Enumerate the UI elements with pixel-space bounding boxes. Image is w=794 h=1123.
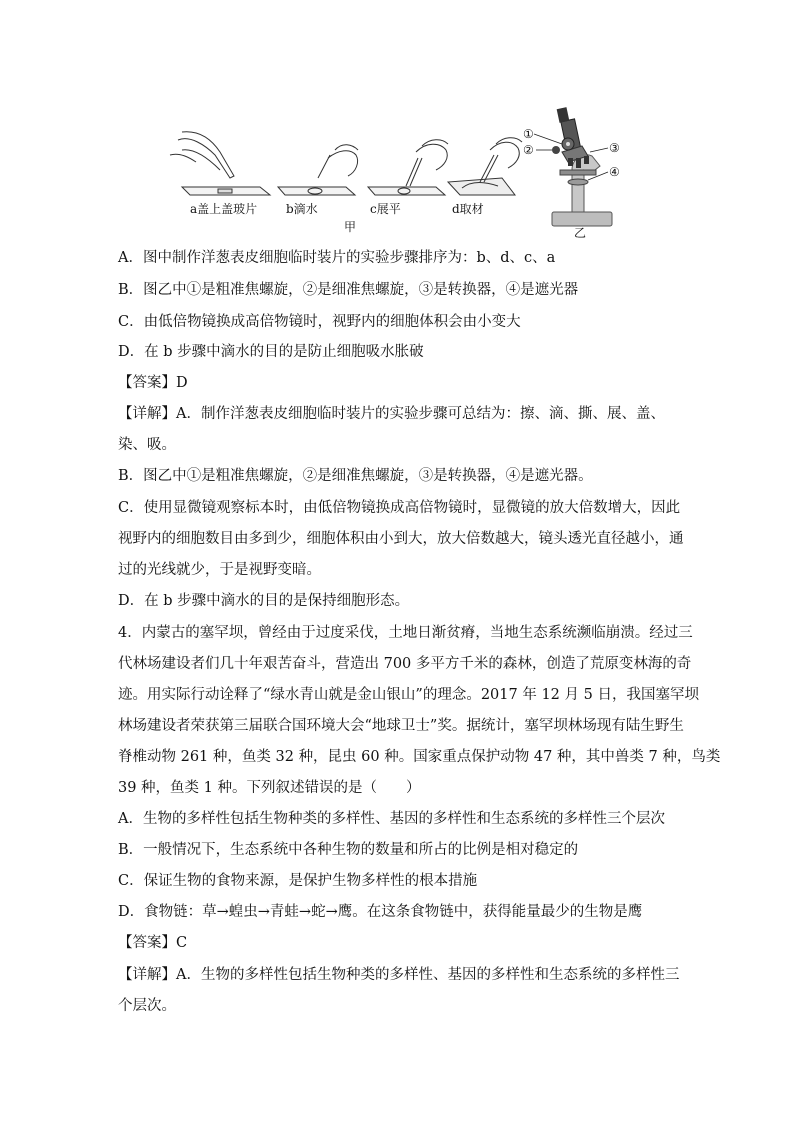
group-label-jia: 甲 — [344, 220, 357, 234]
q4-detail-line: 【详解】A．生物的多样性包括生物种类的多样性、基因的多样性和生态系统的多样性三 — [118, 967, 680, 983]
q3-answer: 【答案】D — [118, 375, 188, 391]
step-d-illustration — [448, 138, 522, 195]
step-c-illustration — [368, 140, 448, 195]
q4-option-a: A．生物的多样性包括生物种类的多样性、基因的多样性和生态系统的多样性三个层次 — [118, 811, 665, 827]
mark-3: ③ — [609, 141, 620, 155]
q3-option-d: D．在 b 步骤中滴水的目的是防止细胞吸水胀破 — [118, 344, 424, 360]
q4-option-b: B．一般情况下，生态系统中各种生物的数量和所占的比例是相对稳定的 — [118, 842, 579, 858]
step-b-illustration — [278, 145, 358, 195]
microscope-illustration — [534, 107, 612, 226]
step-a-label: a盖上盖玻片 — [190, 202, 258, 216]
mark-1: ① — [523, 127, 534, 141]
q4-stem-line: 迹。用实际行动诠释了“绿水青山就是金山银山”的理念。2017 年 12 月 5 日，我国塞罕坝 — [118, 687, 699, 703]
q3-detail-line: C．使用显微镜观察标本时，由低倍物镜换成高倍物镜时，显微镜的放大倍数增大，因此 — [118, 500, 681, 516]
q3-detail-line: 过的光线就少，于是视野变暗。 — [118, 562, 321, 578]
q3-option-b: B．图乙中①是粗准焦螺旋，②是细准焦螺旋，③是转换器，④是遮光器 — [118, 282, 579, 298]
step-a-illustration — [170, 132, 270, 195]
mark-4: ④ — [609, 165, 620, 179]
q4-answer: 【答案】C — [118, 935, 188, 951]
q4-stem-line: 代林场建设者们几十年艰苦奋斗，营造出 700 多平方千米的森林，创造了荒原变林海的奇 — [118, 656, 692, 672]
q4-option-d: D．食物链：草→蝗虫→青蛙→蛇→鹰。在这条食物链中，获得能量最少的生物是鹰 — [118, 904, 643, 920]
mark-2: ② — [523, 143, 534, 157]
step-b-label: b滴水 — [286, 202, 318, 216]
q4-stem-line: 林场建设者荣获第三届联合国环境大会“地球卫士”奖。据统计，塞罕坝林场现有陆生野生 — [118, 718, 684, 734]
q4-stem-line: 39 种，鱼类 1 种。下列叙述错误的是（ ） — [118, 780, 421, 796]
step-c-label: c展平 — [370, 202, 401, 216]
q3-detail-line: 视野内的细胞数目由多到少，细胞体积由小到大，放大倍数越大，镜头透光直径越小，通 — [118, 531, 684, 547]
q4-stem-line: 4．内蒙古的塞罕坝，曾经由于过度采伐，土地日渐贫瘠，当地生态系统濒临崩溃。经过三 — [118, 625, 693, 641]
q3-detail-line: 染、吸。 — [118, 437, 176, 453]
q4-detail-line: 个层次。 — [118, 998, 176, 1014]
step-d-label: d取材 — [452, 202, 484, 216]
q4-option-c: C．保证生物的食物来源，是保护生物多样性的根本措施 — [118, 873, 478, 889]
q3-detail-line: 【详解】A．制作洋葱表皮细胞临时装片的实验步骤可总结为：擦、滴、撕、展、盖、 — [118, 406, 665, 422]
q3-detail-line: B．图乙中①是粗准焦螺旋，②是细准焦螺旋，③是转换器，④是遮光器。 — [118, 468, 593, 484]
q3-option-c: C．由低倍物镜换成高倍物镜时，视野内的细胞体积会由小变大 — [118, 314, 521, 330]
experiment-figure — [160, 100, 640, 242]
q3-detail-line: D．在 b 步骤中滴水的目的是保持细胞形态。 — [118, 593, 410, 609]
figure-drawing — [160, 100, 640, 242]
q3-option-a: A．图中制作洋葱表皮细胞临时装片的实验步骤排序为：b、d、c、a — [118, 250, 556, 266]
q4-stem-line: 脊椎动物 261 种，鱼类 32 种，昆虫 60 种。国家重点保护动物 47 种，其中兽类 7 种，鸟类 — [118, 749, 721, 765]
group-label-yi: 乙 — [574, 226, 587, 240]
